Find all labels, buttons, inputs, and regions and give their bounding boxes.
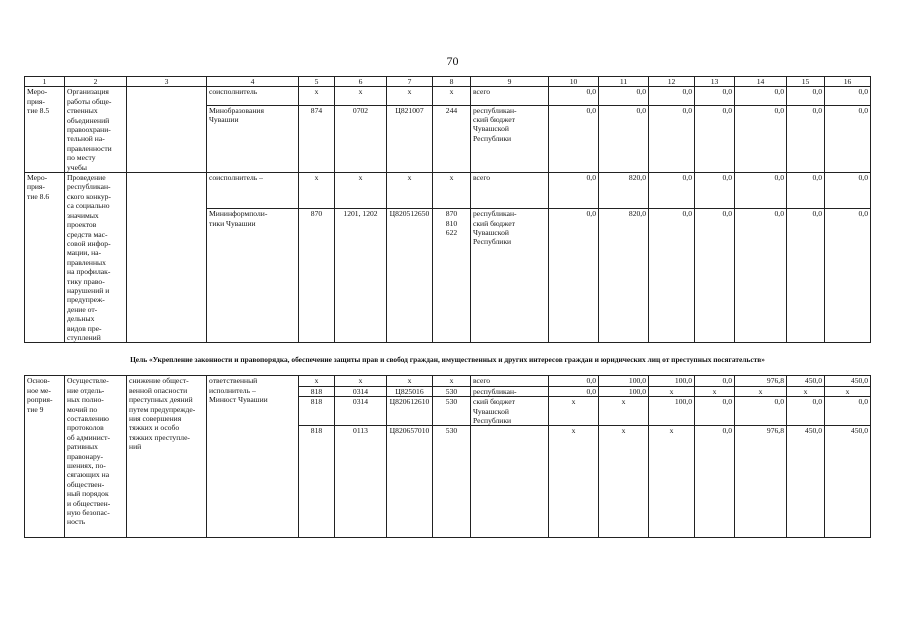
value-cell: 0,0 [825,209,871,343]
source-cell: всего [471,376,549,386]
target-article-cell: х [387,376,433,386]
value-cell: х [825,386,871,396]
grbs-cell: х [299,376,335,386]
value-cell: 0,0 [735,87,787,105]
value-cell: 450,0 [825,426,871,538]
value-cell: 0,0 [825,87,871,105]
source-cell: всего [471,87,549,105]
value-cell: 100,0 [599,376,649,386]
event-id: Меро- прия- тие 8.6 [25,173,65,343]
section-cell: 1201, 1202 [335,209,387,343]
section-cell: 0314 [335,397,387,426]
column-number: 7 [387,77,433,87]
value-cell: х [549,426,599,538]
event-target [127,173,207,343]
table-row [25,376,871,386]
executor-cell: соисполнитель [207,87,299,105]
event-target: снижение общест- венной опасности преступных деяний путем предупрежде- ния совершения тяжких и особо тяжких преступле- ний [127,376,207,538]
column-number: 10 [549,77,599,87]
value-cell: х [735,386,787,396]
expense-type-cell: х [433,87,471,105]
expense-type-cell: х [433,376,471,386]
grbs-cell: х [299,87,335,105]
value-cell: 450,0 [787,376,825,386]
budget-table [24,76,871,538]
value-cell: 0,0 [825,173,871,209]
grbs-cell: 870 [299,209,335,343]
target-article-cell: х [387,87,433,105]
value-cell: 820,0 [599,209,649,343]
value-cell: 0,0 [695,173,735,209]
grbs-cell: 818 [299,426,335,538]
value-cell: 0,0 [549,87,599,105]
event-id: Основ- ное ме- роприя- тие 9 [25,376,65,538]
column-number: 4 [207,77,299,87]
column-number: 3 [127,77,207,87]
expense-type-cell: 244 [433,105,471,172]
expense-type-cell: х [433,173,471,209]
source-cell [471,426,549,538]
column-number: 11 [599,77,649,87]
grbs-cell: 818 [299,397,335,426]
value-cell: 0,0 [695,397,735,426]
target-article-cell: Ц821007 [387,105,433,172]
column-number: 2 [65,77,127,87]
value-cell: 0,0 [549,173,599,209]
value-cell: 0,0 [695,209,735,343]
value-cell: 0,0 [599,87,649,105]
value-cell: 100,0 [649,376,695,386]
value-cell: 100,0 [599,386,649,396]
value-cell: 0,0 [825,397,871,426]
target-article-cell: х [387,173,433,209]
executor-cell: Мининформполи- тики Чувашии [207,209,299,343]
event-id: Меро- прия- тие 8.5 [25,87,65,173]
value-cell: х [599,426,649,538]
value-cell: 0,0 [599,105,649,172]
source-cell: республикан- ский бюджет Чувашской Республики [471,209,549,343]
value-cell: 0,0 [735,105,787,172]
source-cell: республикан- ский бюджет Чувашской Республики [471,105,549,172]
column-number: 9 [471,77,549,87]
value-cell: х [787,386,825,396]
expense-type-cell: 530 [433,426,471,538]
column-number: 13 [695,77,735,87]
column-number: 6 [335,77,387,87]
value-cell: 0,0 [787,87,825,105]
value-cell: 450,0 [787,426,825,538]
executor-cell: ответственный исполнитель – Минюст Чувашии [207,376,299,538]
value-cell: 100,0 [649,397,695,426]
value-cell: 976,8 [735,426,787,538]
goal-text: Цель «Укрепление законности и правопорядка, обеспечение защиты прав и свобод граждан, имущественных и других интересов граждан и юридических лиц от преступных посягательств» [25,343,871,376]
value-cell: 0,0 [549,376,599,386]
executor-cell: соисполнитель – [207,173,299,209]
source-cell: республикан- [471,386,549,396]
executor-cell: Минобразования Чувашии [207,105,299,172]
source-cell: ский бюджет Чувашской Республики [471,397,549,426]
value-cell: х [599,397,649,426]
goal-row [25,343,871,376]
value-cell: 0,0 [695,87,735,105]
value-cell: 976,8 [735,376,787,386]
source-cell: всего [471,173,549,209]
event-name: Осуществле- ние отдель- ных полно- мочий по составлению протоколов об админист- ративных правонару- шениях, по- сягающих на обществен- ный порядок и обществен- ную безопас- ность [65,376,127,538]
column-number-row [25,77,871,87]
value-cell: 0,0 [787,173,825,209]
grbs-cell: 818 [299,386,335,396]
value-cell: 0,0 [695,105,735,172]
section-cell: 0113 [335,426,387,538]
value-cell: 0,0 [787,105,825,172]
target-article-cell: Ц825016 [387,386,433,396]
value-cell: 0,0 [649,173,695,209]
value-cell: 0,0 [649,105,695,172]
value-cell: 0,0 [735,397,787,426]
grbs-cell: 874 [299,105,335,172]
value-cell: 0,0 [735,209,787,343]
column-number: 14 [735,77,787,87]
table-row [25,173,871,209]
section-cell: 0702 [335,105,387,172]
value-cell: 0,0 [787,209,825,343]
value-cell: 450,0 [825,376,871,386]
section-cell: х [335,173,387,209]
value-cell: 0,0 [695,426,735,538]
value-cell: х [549,397,599,426]
expense-type-cell: 530 [433,397,471,426]
value-cell: 0,0 [549,386,599,396]
value-cell: 0,0 [825,105,871,172]
column-number: 1 [25,77,65,87]
event-name: Организация работы обще- ственных объединений правоохрани- тельной на- правленности по месту учебы [65,87,127,173]
section-cell: х [335,87,387,105]
column-number: 12 [649,77,695,87]
value-cell: х [695,386,735,396]
value-cell: 0,0 [549,105,599,172]
value-cell: 0,0 [549,209,599,343]
value-cell: 0,0 [649,209,695,343]
column-number: 5 [299,77,335,87]
expense-type-cell: 870 810 622 [433,209,471,343]
value-cell: 0,0 [649,87,695,105]
section-cell: х [335,376,387,386]
column-number: 8 [433,77,471,87]
expense-type-cell: 530 [433,386,471,396]
value-cell: 0,0 [735,173,787,209]
event-name: Проведение республикан- ского конкур- са социально значимых проектов средств мас- совой инфор- мации, на- правленных на профилак- тику право- нарушений и предупреж- дение от- дельных видов пре- ступлений [65,173,127,343]
event-target [127,87,207,173]
value-cell: 820,0 [599,173,649,209]
target-article-cell: Ц820512650 [387,209,433,343]
value-cell: х [649,386,695,396]
column-number: 16 [825,77,871,87]
target-article-cell: Ц820657010 [387,426,433,538]
value-cell: х [649,426,695,538]
value-cell: 0,0 [695,376,735,386]
grbs-cell: х [299,173,335,209]
column-number: 15 [787,77,825,87]
target-article-cell: Ц820612610 [387,397,433,426]
section-cell: 0314 [335,386,387,396]
table-row [25,87,871,105]
page-number: 70 [446,54,459,68]
value-cell: 0,0 [787,397,825,426]
